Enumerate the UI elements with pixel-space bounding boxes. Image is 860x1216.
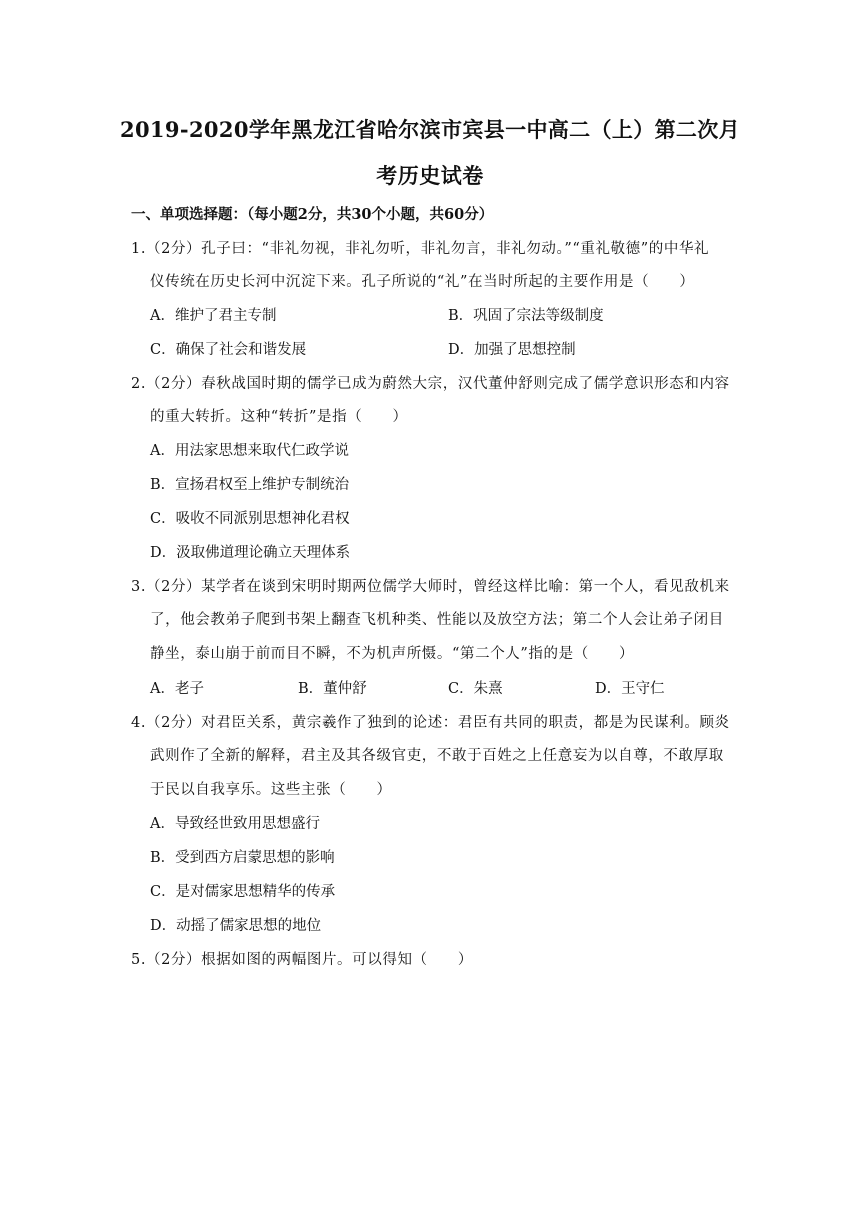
- question-4-option-b[interactable]: B．受到西方启蒙思想的影响: [150, 850, 335, 866]
- question-2-option-a[interactable]: A．用法家思想来取代仁政学说: [150, 443, 349, 459]
- question-1-option-d[interactable]: D．加强了思想控制: [448, 342, 576, 358]
- question-3-line-1: 3.（2分）某学者在谈到宋明时期两位儒学大师时，曾经这样比喻：第一个人，看见敌机来: [131, 579, 730, 595]
- question-4-option-d[interactable]: D．动摇了儒家思想的地位: [150, 918, 322, 934]
- question-3-line-2: 了，他会教弟子爬到书架上翻查飞机种类、性能以及放空方法；第二个人会让弟子闭目: [150, 612, 724, 628]
- question-2-option-d[interactable]: D．汲取佛道理论确立天理体系: [150, 545, 351, 561]
- question-4-option-a[interactable]: A．导致经世致用思想盛行: [150, 816, 320, 832]
- section-heading: 一、单项选择题：（每小题2分，共30个小题，共60分）: [131, 206, 494, 223]
- question-1-option-b[interactable]: B．巩固了宗法等级制度: [448, 308, 604, 324]
- exam-title-line-1: 2019-2020学年黑龙江省哈尔滨市宾县一中高二（上）第二次月: [120, 117, 740, 142]
- question-5-line-1: 5.（2分）根据如图的两幅图片。可以得知（ ）: [131, 952, 473, 968]
- question-1-option-c[interactable]: C．确保了社会和谐发展: [150, 342, 307, 358]
- question-3-option-a[interactable]: A．老子: [150, 681, 204, 697]
- question-4-line-2: 武则作了全新的解释，君主及其各级官吏，不敢于百姓之上任意妄为以自尊，不敢厚取: [150, 748, 724, 764]
- question-3-option-d[interactable]: D．王守仁: [595, 681, 665, 697]
- question-2-option-c[interactable]: C．吸收不同派别思想神化君权: [150, 511, 350, 527]
- question-2-line-2: 的重大转折。这种“转折”是指（ ）: [150, 409, 408, 425]
- question-2-line-1: 2.（2分）春秋战国时期的儒学已成为蔚然大宗，汉代董仲舒则完成了儒学意识形态和内容: [131, 376, 730, 392]
- question-2-option-b[interactable]: B．宣扬君权至上维护专制统治: [150, 477, 350, 493]
- question-1-line-2: 仪传统在历史长河中沉淀下来。孔子所说的“礼”在当时所起的主要作用是（ ）: [150, 274, 695, 290]
- question-3-line-3: 静坐，泰山崩于前而目不瞬，不为机声所慑。“第二个人”指的是（ ）: [150, 646, 635, 662]
- question-3-option-b[interactable]: B．董仲舒: [298, 681, 367, 697]
- question-4-option-c[interactable]: C．是对儒家思想精华的传承: [150, 884, 336, 900]
- question-4-line-3: 于民以自我享乐。这些主张（ ）: [150, 782, 392, 798]
- exam-title-line-2: 考历史试卷: [376, 163, 484, 188]
- question-1-option-a[interactable]: A．维护了君主专制: [150, 308, 277, 324]
- question-3-option-c[interactable]: C．朱熹: [448, 681, 503, 697]
- question-4-line-1: 4.（2分）对君臣关系，黄宗羲作了独到的论述：君臣有共同的职责，都是为民谋利。顾炎: [131, 715, 730, 731]
- question-1-line-1: 1.（2分）孔子曰：“非礼勿视，非礼勿听，非礼勿言，非礼勿动。”“重礼敬德”的中华礼: [131, 241, 710, 257]
